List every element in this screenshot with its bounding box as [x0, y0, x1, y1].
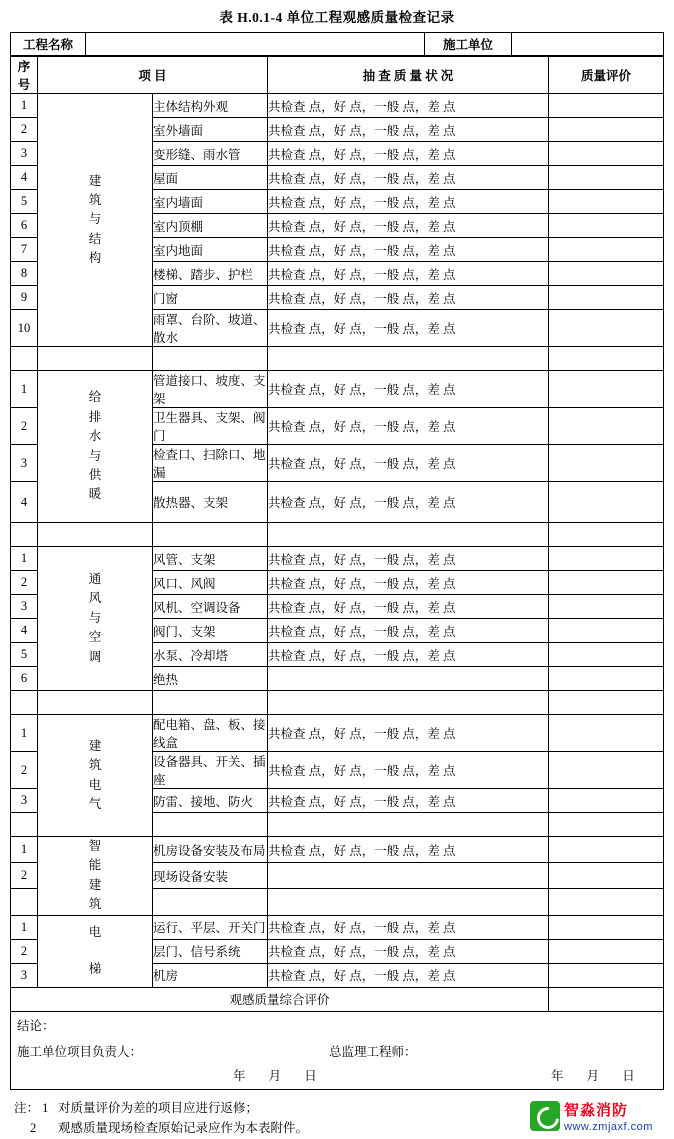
separator-cell	[38, 523, 153, 547]
row-item: 室内墙面	[153, 190, 268, 214]
row-check[interactable]: 共检查 点，好 点，一般 点，差 点	[268, 482, 549, 523]
row-check[interactable]: 共检查 点，好 点，一般 点，差 点	[268, 94, 549, 118]
group-label-intelligent-building	[38, 837, 153, 916]
table-row	[11, 715, 664, 752]
group-char: 与	[88, 610, 102, 625]
row-eval[interactable]	[549, 166, 664, 190]
row-item: 防雷、接地、防火	[153, 789, 268, 813]
row-check[interactable]: 共检查 点，好 点，一般 点，差 点	[268, 118, 549, 142]
note-index: 2	[30, 1121, 37, 1136]
row-eval[interactable]	[549, 408, 664, 445]
row-eval[interactable]	[549, 837, 664, 863]
group-char: 暖	[88, 487, 102, 502]
group-char: 调	[88, 649, 102, 664]
row-item: 检查口、扫除口、地漏	[153, 445, 268, 482]
group-char: 电	[88, 924, 102, 939]
group-char: 智	[88, 839, 102, 853]
row-check[interactable]: 共检查 点，好 点，一般 点，差 点	[268, 752, 549, 789]
top-info-row	[11, 33, 664, 56]
row-item: 变形缝、雨水管	[153, 142, 268, 166]
row-item: 主体结构外观	[153, 94, 268, 118]
group-char: 给	[88, 390, 102, 405]
row-eval[interactable]	[549, 262, 664, 286]
row-item: 设备器具、开关、插座	[153, 752, 268, 789]
row-item: 管道接口、坡度、支架	[153, 371, 268, 408]
separator-cell	[11, 691, 38, 715]
row-item: 配电箱、盘、板、接线盒	[153, 715, 268, 752]
row-no: 2	[11, 752, 38, 789]
construction-unit-label: 施工单位	[425, 33, 512, 56]
row-check[interactable]: 共检查 点，好 点，一般 点，差 点	[268, 789, 549, 813]
header-no-line2: 号	[17, 78, 31, 92]
page-title: 表 H.0.1-4 单位工程观感质量检查记录	[219, 10, 455, 25]
row-eval[interactable]	[549, 310, 664, 347]
group-separator-row	[11, 523, 664, 547]
row-check[interactable]: 共检查 点，好 点，一般 点，差 点	[268, 595, 549, 619]
row-item: 雨罩、台阶、坡道、散水	[153, 310, 268, 347]
row-eval[interactable]	[549, 643, 664, 667]
row-item	[153, 889, 268, 915]
header-item: 项 目	[38, 57, 268, 94]
row-no: 4	[11, 619, 38, 643]
separator-cell	[11, 347, 38, 371]
group-char: 梯	[88, 962, 102, 976]
group-char: 筑	[88, 192, 102, 207]
row-no: 2	[11, 571, 38, 595]
row-item: 绝热	[153, 667, 268, 691]
row-item: 卫生器具、支架、阀门	[153, 408, 268, 445]
separator-cell	[549, 523, 664, 547]
flame-icon	[530, 1101, 560, 1131]
row-no: 1	[11, 837, 38, 863]
note-text: 对质量评价为差的项目应进行返修；	[58, 1100, 259, 1115]
row-no: 6	[11, 214, 38, 238]
row-no: 2	[11, 408, 38, 445]
group-char: 筑	[88, 758, 102, 773]
separator-cell	[153, 347, 268, 371]
row-no: 2	[11, 863, 38, 889]
row-check[interactable]	[268, 667, 549, 691]
group-char: 气	[88, 796, 102, 811]
row-check[interactable]: 共检查 点，好 点，一般 点，差 点	[268, 963, 549, 987]
separator-cell	[38, 691, 153, 715]
row-eval[interactable]	[549, 286, 664, 310]
row-no: 8	[11, 262, 38, 286]
separator-cell	[549, 347, 664, 371]
row-no: 1	[11, 547, 38, 571]
logo-url: www.zmjaxf.com	[564, 1120, 653, 1133]
separator-cell	[153, 523, 268, 547]
group-label-building-structure	[38, 94, 153, 347]
row-eval[interactable]	[549, 214, 664, 238]
row-check[interactable]: 共检查 点，好 点，一般 点，差 点	[268, 939, 549, 963]
row-no: 3	[11, 789, 38, 813]
row-no: 10	[11, 310, 38, 347]
row-item: 现场设备安装	[153, 863, 268, 889]
row-check[interactable]: 共检查 点，好 点，一般 点，差 点	[268, 262, 549, 286]
inspection-table	[10, 56, 664, 1012]
group-char: 电	[88, 777, 102, 792]
row-eval[interactable]	[549, 939, 664, 963]
row-eval[interactable]	[549, 595, 664, 619]
header-no	[11, 57, 38, 94]
overall-value[interactable]	[549, 987, 664, 1011]
row-item: 机房设备安装及布局	[153, 837, 268, 863]
row-item: 层门、信号系统	[153, 939, 268, 963]
row-eval[interactable]	[549, 142, 664, 166]
row-eval[interactable]	[549, 863, 664, 889]
row-eval[interactable]	[549, 813, 664, 837]
row-check[interactable]: 共检查 点，好 点，一般 点，差 点	[268, 142, 549, 166]
project-name-value[interactable]	[86, 33, 425, 56]
group-char: 筑	[88, 897, 102, 912]
row-no: 4	[11, 482, 38, 523]
row-item: 室内地面	[153, 238, 268, 262]
row-item: 运行、平层、开关门	[153, 915, 268, 939]
notes-section	[10, 1098, 664, 1139]
chief-supervisor-signature-label[interactable]: 总监理工程师：	[329, 1044, 417, 1059]
row-item: 水泵、冷却塔	[153, 643, 268, 667]
row-item	[153, 813, 268, 837]
row-no: 1	[11, 371, 38, 408]
group-label-plumbing-heating	[38, 371, 153, 523]
row-eval[interactable]	[549, 547, 664, 571]
group-char: 能	[88, 858, 102, 873]
separator-cell	[268, 347, 549, 371]
row-no: 2	[11, 118, 38, 142]
row-item: 屋面	[153, 166, 268, 190]
row-check[interactable]: 共检查 点，好 点，一般 点，差 点	[268, 837, 549, 863]
row-check[interactable]	[268, 889, 549, 915]
row-no: 3	[11, 963, 38, 987]
row-check[interactable]: 共检查 点，好 点，一般 点，差 点	[268, 371, 549, 408]
group-char: 通	[88, 572, 102, 587]
group-label-hvac	[38, 547, 153, 691]
table-header-row	[11, 57, 664, 94]
row-item: 风口、风阀	[153, 571, 268, 595]
row-no: 4	[11, 166, 38, 190]
separator-cell	[38, 347, 153, 371]
group-char: 建	[88, 877, 102, 892]
contractor-signature-label[interactable]: 施工单位项目负责人：	[17, 1044, 143, 1059]
row-eval[interactable]	[549, 118, 664, 142]
row-check[interactable]: 共检查 点，好 点，一般 点，差 点	[268, 715, 549, 752]
row-eval[interactable]	[549, 482, 664, 523]
row-check[interactable]: 共检查 点，好 点，一般 点，差 点	[268, 190, 549, 214]
table-row	[11, 915, 664, 939]
row-eval[interactable]	[549, 667, 664, 691]
contractor-date[interactable]: 年 月 日	[233, 1068, 327, 1083]
row-check[interactable]: 共检查 点，好 点，一般 点，差 点	[268, 619, 549, 643]
row-eval[interactable]	[549, 889, 664, 915]
row-eval[interactable]	[549, 963, 664, 987]
group-label-electrical	[38, 715, 153, 837]
group-char: 与	[88, 212, 102, 227]
table-row	[11, 547, 664, 571]
row-check[interactable]: 共检查 点，好 点，一般 点，差 点	[268, 310, 549, 347]
group-char: 供	[88, 467, 102, 482]
group-char-gap	[38, 942, 152, 960]
row-check[interactable]: 共检查 点，好 点，一般 点，差 点	[268, 238, 549, 262]
row-check[interactable]: 共检查 点，好 点，一般 点，差 点	[268, 286, 549, 310]
row-eval[interactable]	[549, 94, 664, 118]
group-label-elevator	[38, 915, 153, 987]
note-index: 注： 1	[14, 1100, 49, 1115]
row-no: 3	[11, 142, 38, 166]
row-eval[interactable]	[549, 752, 664, 789]
row-item: 楼梯、踏步、护栏	[153, 262, 268, 286]
row-no: 1	[11, 915, 38, 939]
row-no: 3	[11, 595, 38, 619]
row-no: 1	[11, 94, 38, 118]
group-separator-row	[11, 347, 664, 371]
row-item: 机房	[153, 963, 268, 987]
row-eval[interactable]	[549, 190, 664, 214]
row-eval[interactable]	[549, 619, 664, 643]
row-eval[interactable]	[549, 571, 664, 595]
note-text: 观感质量现场检查原始记录应作为本表附件。	[58, 1121, 309, 1136]
row-check[interactable]: 共检查 点，好 点，一般 点，差 点	[268, 214, 549, 238]
row-no: 1	[11, 715, 38, 752]
separator-cell	[268, 691, 549, 715]
row-eval[interactable]	[549, 238, 664, 262]
row-item: 风管、支架	[153, 547, 268, 571]
table-row	[11, 837, 664, 863]
group-char: 结	[88, 231, 102, 246]
group-char: 与	[88, 448, 102, 463]
row-item: 散热器、支架	[153, 482, 268, 523]
header-eval: 质量评价	[549, 57, 664, 94]
header-no-line1: 序	[17, 60, 31, 74]
row-check[interactable]	[268, 863, 549, 889]
group-char: 建	[88, 173, 102, 188]
logo-title: 智淼消防	[564, 1101, 629, 1119]
row-item: 阀门、支架	[153, 619, 268, 643]
row-no: 3	[11, 445, 38, 482]
overall-label: 观感质量综合评价	[11, 987, 549, 1011]
row-no: 5	[11, 643, 38, 667]
construction-unit-value[interactable]	[512, 33, 664, 56]
row-check[interactable]: 共检查 点，好 点，一般 点，差 点	[268, 571, 549, 595]
conclusion-box	[10, 1012, 664, 1090]
separator-cell	[268, 523, 549, 547]
row-eval[interactable]	[549, 789, 664, 813]
group-char: 排	[88, 409, 102, 424]
separator-cell	[153, 691, 268, 715]
row-check[interactable]: 共检查 点，好 点，一般 点，差 点	[268, 445, 549, 482]
group-char: 水	[88, 429, 102, 444]
table-row	[11, 371, 664, 408]
row-check[interactable]: 共检查 点，好 点，一般 点，差 点	[268, 915, 549, 939]
group-separator-row	[11, 691, 664, 715]
header-check: 抽 查 质 量 状 况	[268, 57, 549, 94]
row-item: 门窗	[153, 286, 268, 310]
row-check[interactable]: 共检查 点，好 点，一般 点，差 点	[268, 547, 549, 571]
row-no: 2	[11, 939, 38, 963]
top-info-table	[10, 32, 664, 56]
row-check[interactable]: 共检查 点，好 点，一般 点，差 点	[268, 166, 549, 190]
conclusion-label: 结论：	[17, 1018, 55, 1033]
row-check[interactable]	[268, 813, 549, 837]
row-eval[interactable]	[549, 371, 664, 408]
row-no: 6	[11, 667, 38, 691]
row-no: 5	[11, 190, 38, 214]
row-check[interactable]: 共检查 点，好 点，一般 点，差 点	[268, 408, 549, 445]
project-name-label: 工程名称	[11, 33, 86, 56]
supervisor-date[interactable]: 年 月 日	[551, 1068, 645, 1083]
group-char: 建	[88, 738, 102, 753]
group-char: 风	[88, 591, 102, 606]
row-item: 室内顶棚	[153, 214, 268, 238]
overall-row	[11, 987, 664, 1011]
row-eval[interactable]	[549, 445, 664, 482]
row-eval[interactable]	[549, 915, 664, 939]
row-item: 室外墙面	[153, 118, 268, 142]
row-no	[11, 889, 38, 915]
separator-cell	[549, 691, 664, 715]
group-char: 空	[88, 630, 102, 645]
table-row	[11, 94, 664, 118]
row-no: 7	[11, 238, 38, 262]
row-no: 9	[11, 286, 38, 310]
group-char: 构	[88, 251, 102, 266]
row-no	[11, 813, 38, 837]
row-eval[interactable]	[549, 715, 664, 752]
separator-cell	[11, 523, 38, 547]
row-check[interactable]: 共检查 点，好 点，一般 点，差 点	[268, 643, 549, 667]
watermark-logo	[530, 1099, 653, 1135]
row-item: 风机、空调设备	[153, 595, 268, 619]
